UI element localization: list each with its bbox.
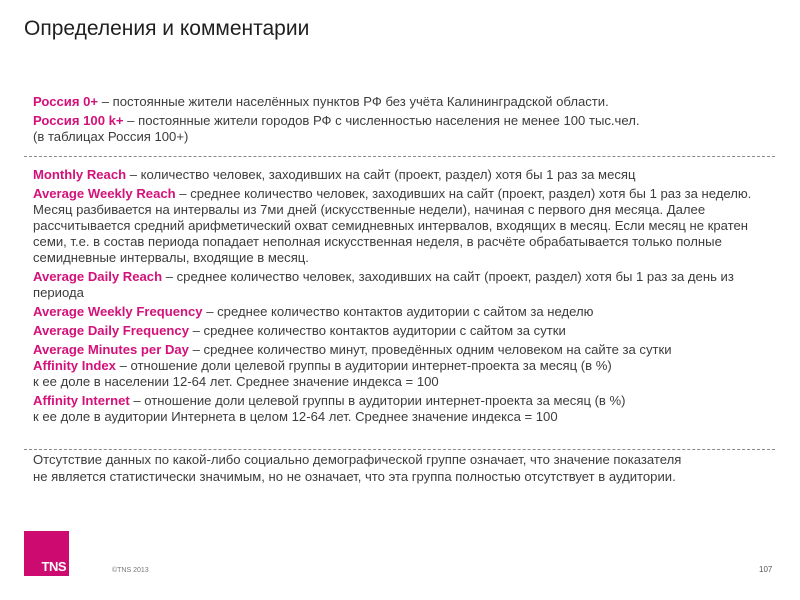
metric-definitions	[33, 167, 775, 425]
definition-russia-100k	[33, 113, 775, 145]
definition-text: – среднее количество человек, заходивших на сайт (проект, раздел) хотя бы 1 раз за неделю. Месяц разбивается на интервалы из 7ми дней (искусственные недели), начиная с первого дня месяца. Далее рассчитывается средний арифметический охват семидневных интервалов, входящих в месяц. Если месяц не кратен семи, т.е. в состав периода попадает неполная искусственная неделя, в расчёте обрабатывается только полные семидневные интервалы, входящие в месяц.	[33, 186, 752, 265]
definition-text: – среднее количество контактов аудитории с сайтом за неделю	[202, 304, 594, 319]
definition-term: Average Weekly Frequency	[33, 304, 203, 319]
definition-term: Monthly Reach	[33, 167, 127, 182]
definition-text: – постоянные жители населённых пунктов РФ без учёта Калининградской области.	[98, 94, 609, 109]
definition-term: Average Weekly Reach	[33, 186, 176, 201]
definition-russia-0	[33, 94, 775, 110]
definition-note: к ее доле в аудитории Интернета в целом 12-64 лет. Среднее значение индекса = 100	[33, 409, 558, 424]
definition-average-daily-reach	[33, 269, 775, 301]
definition-monthly-reach	[33, 167, 775, 183]
page-number: 107	[759, 565, 773, 574]
definition-text: – постоянные жители городов РФ с численностью населения не менее 100 тыс.чел.	[123, 113, 640, 128]
logo-text: TNS	[41, 559, 66, 574]
section-divider	[24, 449, 775, 450]
definition-term: Average Daily Reach	[33, 269, 163, 284]
definition-note: (в таблицах Россия 100+)	[33, 129, 189, 144]
definition-term: Affinity Index	[33, 358, 116, 373]
section-divider	[24, 156, 775, 157]
definition-average-weekly-frequency	[33, 304, 775, 320]
definition-text: – среднее количество человек, заходивших на сайт (проект, раздел) хотя бы 1 раз за день из периода	[33, 269, 734, 300]
definition-term: Affinity Internet	[33, 393, 130, 408]
definition-term: Россия 0+	[33, 94, 99, 109]
definition-text: – отношение доли целевой группы в аудитории интернет-проекта за месяц (в %)	[115, 358, 612, 373]
tns-logo	[24, 531, 69, 576]
definition-text: – отношение доли целевой группы в аудитории интернет-проекта за месяц (в %)	[129, 393, 626, 408]
definition-average-minutes-per-day	[33, 342, 775, 358]
region-definitions	[33, 94, 775, 145]
definition-note: к ее доле в населении 12-64 лет. Среднее значение индекса = 100	[33, 374, 439, 389]
definition-term: Россия 100 k+	[33, 113, 124, 128]
definition-term: Average Minutes per Day	[33, 342, 189, 357]
footnote-line: Отсутствие данных по какой-либо социально демографической группе означает, что значение показателя	[33, 452, 682, 467]
definition-average-weekly-reach	[33, 186, 775, 266]
definition-text: – количество человек, заходивших на сайт (проект, раздел) хотя бы 1 раз за месяц	[126, 167, 636, 182]
definition-term: Average Daily Frequency	[33, 323, 189, 338]
definition-text: – среднее количество минут, проведённых одним человеком на сайте за сутки	[188, 342, 672, 357]
definition-average-daily-frequency	[33, 323, 775, 339]
footnote	[33, 452, 775, 485]
footnote-line: не является статистически значимым, но не означает, что эта группа полностью отсутствует в аудитории.	[33, 468, 676, 484]
definition-text: – среднее количество контактов аудитории с сайтом за сутки	[188, 323, 566, 338]
definition-affinity-index	[33, 358, 775, 390]
copyright: ©TNS 2013	[112, 567, 149, 574]
definition-affinity-internet	[33, 393, 775, 425]
page-title: Определения и комментарии	[24, 17, 310, 40]
